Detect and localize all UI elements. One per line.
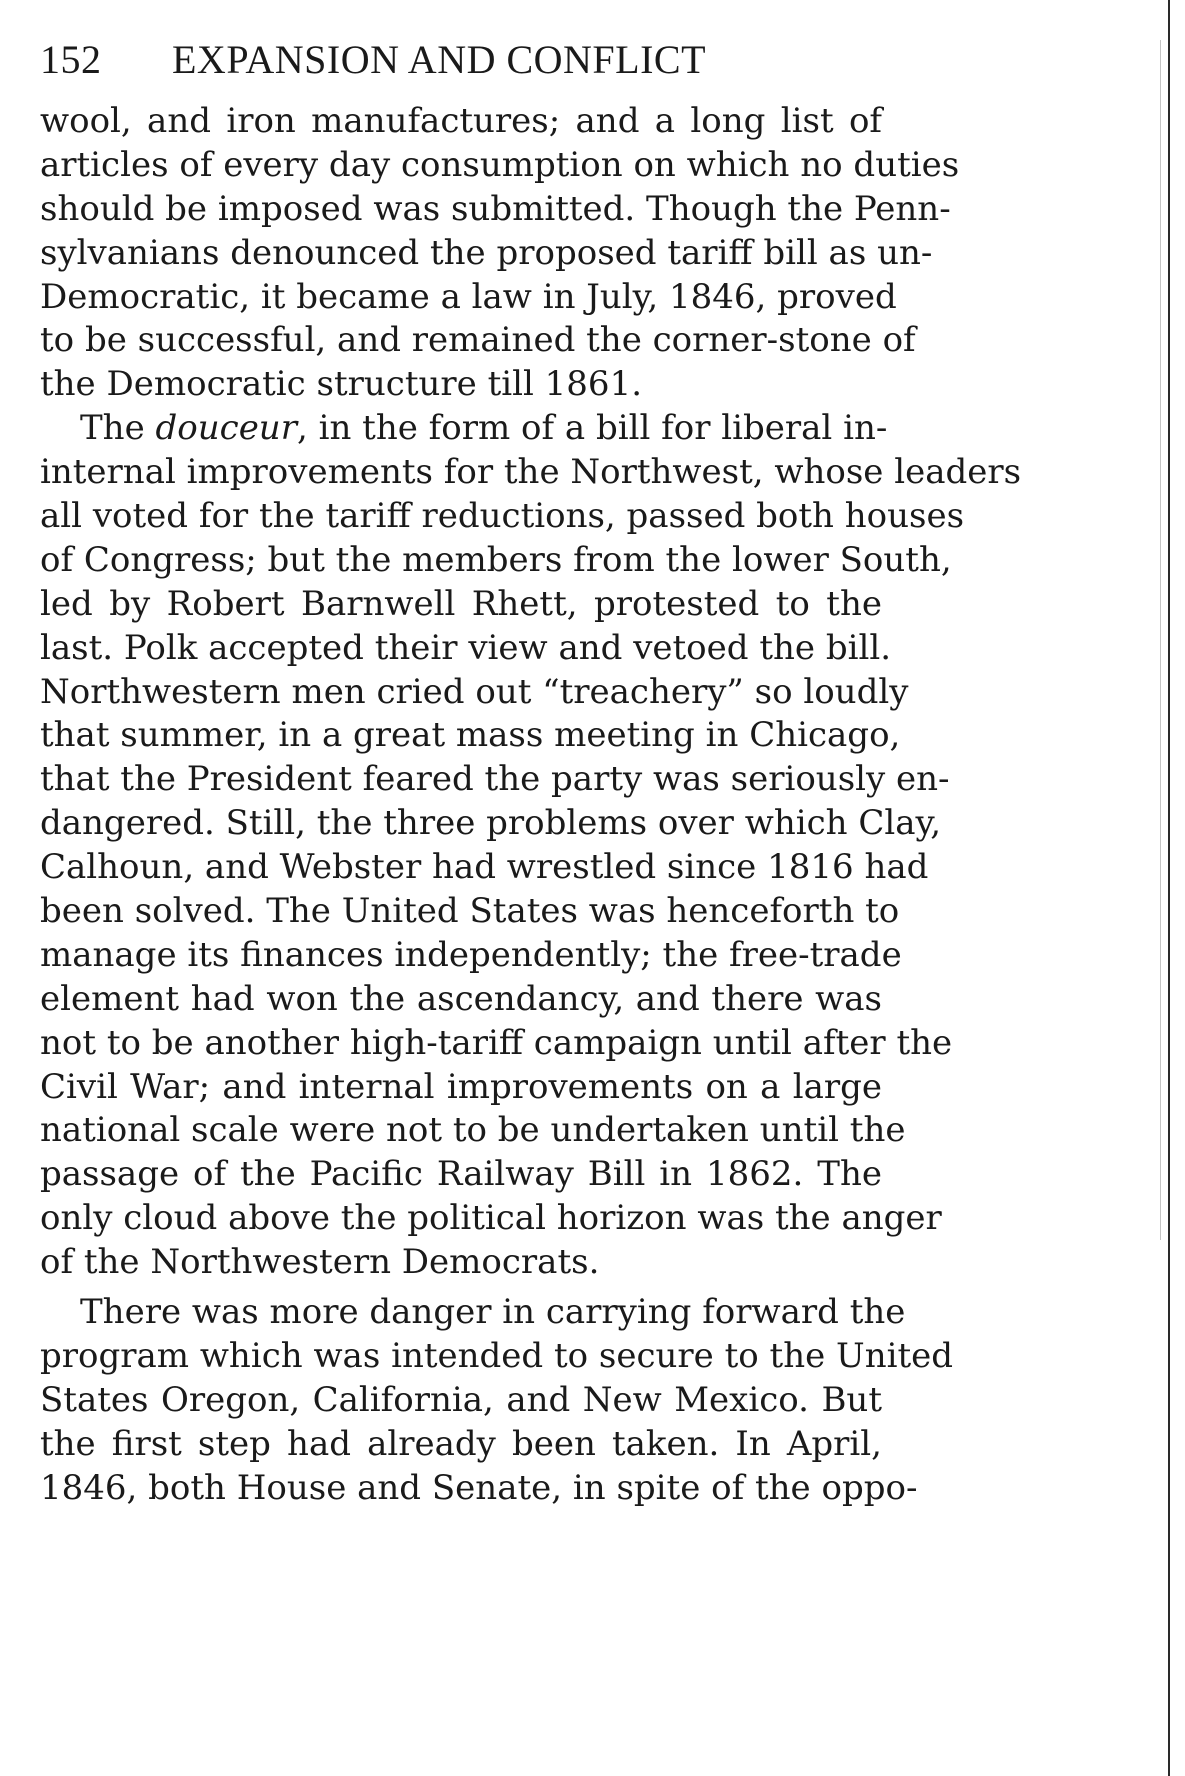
text-line: national scale were not to be undertaken until the bbox=[40, 1110, 906, 1151]
text-line: to be successful, and remained the corner-stone of bbox=[40, 320, 916, 361]
paragraph-2 bbox=[40, 407, 1022, 1285]
text-line: all voted for the tariff reductions, passed both houses bbox=[40, 496, 965, 537]
text-line: wool, and iron manufactures; and a long list of bbox=[40, 101, 882, 141]
text-line-first bbox=[40, 407, 888, 451]
italic-word: douceur bbox=[155, 408, 297, 449]
running-title: EXPANSION AND CONFLICT bbox=[172, 37, 707, 82]
text-line: element had won the ascendancy, and there was bbox=[40, 978, 882, 1019]
text-line: led by Robert Barnwell Rhett, protested to the bbox=[40, 583, 882, 624]
text-line: Northwestern men cried out “treachery” so loudly bbox=[40, 671, 909, 712]
page-edge-rule bbox=[1168, 0, 1170, 1776]
text-span: , in the form of a bill for liberal in- bbox=[296, 408, 888, 449]
text-line: Democratic, it became a law in July, 1846, proved bbox=[40, 276, 897, 317]
text-line: that the President feared the party was seriously en- bbox=[40, 759, 950, 800]
text-line: sylvanians denounced the proposed tariff bill as un- bbox=[40, 232, 933, 273]
text-line: of Congress; but the members from the lower South, bbox=[40, 539, 952, 580]
text-line: last. Polk accepted their view and vetoed the bill. bbox=[40, 627, 892, 668]
text-line: articles of every day consumption on which no duties bbox=[40, 144, 960, 185]
text-line: that summer, in a great mass meeting in Chicago, bbox=[40, 715, 901, 756]
body-text bbox=[40, 100, 1022, 1511]
text-span: The bbox=[80, 408, 156, 449]
text-line: 1846, both House and Senate, in spite of the oppo- bbox=[40, 1467, 918, 1508]
text-line: the first step had already been taken. In April, bbox=[40, 1423, 882, 1464]
paragraph-3 bbox=[40, 1291, 954, 1510]
text-line: Calhoun, and Webster had wrestled since 1816 had bbox=[40, 847, 929, 888]
paragraph-1 bbox=[40, 100, 960, 407]
text-line: manage its finances independently; the free-trade bbox=[40, 934, 902, 975]
text-line-first: There was more danger in carrying forward the bbox=[80, 1292, 906, 1333]
text-line: Civil War; and internal improvements on a large bbox=[40, 1066, 882, 1107]
text-line: program which was intended to secure to the United bbox=[40, 1335, 954, 1376]
page-edge-shadow bbox=[1160, 40, 1161, 1240]
text-line: passage of the Pacific Railway Bill in 1862. The bbox=[40, 1154, 882, 1195]
text-line: not to be another high-tariff campaign until after the bbox=[40, 1022, 953, 1063]
text-line: been solved. The United States was henceforth to bbox=[40, 891, 900, 932]
page-number: 152 bbox=[40, 37, 102, 82]
text-line: the Democratic structure till 1861. bbox=[40, 364, 643, 405]
text-line: should be imposed was submitted. Though the Penn- bbox=[40, 188, 951, 229]
text-line: dangered. Still, the three problems over which Clay, bbox=[40, 803, 941, 844]
text-line: States Oregon, California, and New Mexico. But bbox=[40, 1379, 882, 1420]
text-line: of the Northwestern Democrats. bbox=[40, 1242, 600, 1283]
running-head bbox=[40, 36, 940, 83]
text-line: only cloud above the political horizon was the anger bbox=[40, 1198, 942, 1239]
text-line: internal improvements for the Northwest, whose leaders bbox=[40, 452, 1022, 493]
